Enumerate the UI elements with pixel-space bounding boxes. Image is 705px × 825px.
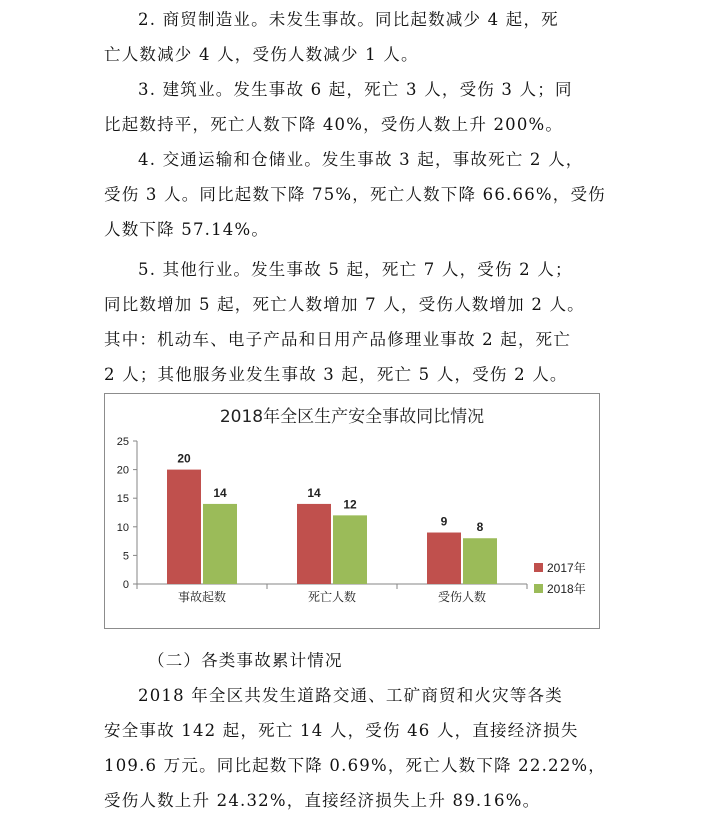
bar-series-1 xyxy=(427,533,461,584)
paragraph-cumulative-summary xyxy=(104,678,607,818)
bar-series-2 xyxy=(333,515,367,584)
text-line: 比起数持平，死亡人数下降 40%，受伤人数上升 200%。 xyxy=(104,115,564,134)
paragraph-transport-storage xyxy=(104,142,606,247)
text-line: 同比数增加 5 起，死亡人数增加 7 人，受伤人数增加 2 人。 xyxy=(104,295,585,314)
y-tick-label: 15 xyxy=(116,493,129,506)
legend-swatch xyxy=(534,563,543,572)
text-line: 安全事故 142 起，死亡 14 人，受伤 46 人，直接经济损失 xyxy=(104,721,579,740)
data-label: 9 xyxy=(440,514,448,529)
text-line: 人数下降 57.14%。 xyxy=(104,220,270,239)
y-tick-label: 5 xyxy=(122,550,129,563)
text-line: 2. 商贸制造业。未发生事故。同比起数减少 4 起，死 xyxy=(138,10,559,29)
text-line: 3. 建筑业。发生事故 6 起，死亡 3 人，受伤 3 人；同 xyxy=(138,80,573,99)
chart-title: 2018年全区生产安全事故同比情况 xyxy=(219,407,485,427)
text-line: 5. 其他行业。发生事故 5 起，死亡 7 人，受伤 2 人； xyxy=(138,260,573,279)
text-line: 受伤 3 人。同比起数下降 75%，死亡人数下降 66.66%，受伤 xyxy=(104,185,606,204)
bar-chart xyxy=(104,393,600,629)
y-tick-label: 0 xyxy=(122,579,129,591)
section-heading: （二）各类事故累计情况 xyxy=(148,651,343,670)
text-line: 亡人数减少 4 人，受伤人数减少 1 人。 xyxy=(104,45,419,64)
data-label: 14 xyxy=(307,485,321,500)
text-line: 其中：机动车、电子产品和日用产品修理业事故 2 起，死亡 xyxy=(104,330,572,349)
text-line: 2018 年全区共发生道路交通、工矿商贸和火灾等各类 xyxy=(138,686,563,705)
bar-series-1 xyxy=(297,504,331,584)
category-label: 受伤人数 xyxy=(437,590,487,604)
paragraph-other-industries xyxy=(104,252,600,392)
text-line: 2 人；其他服务业发生事故 3 起，死亡 5 人，受伤 2 人。 xyxy=(104,365,568,384)
y-tick-label: 20 xyxy=(116,464,129,477)
paragraph-commerce-manufacturing xyxy=(104,2,600,72)
text-line: 109.6 万元。同比起数下降 0.69%，死亡人数下降 22.22%， xyxy=(104,756,607,775)
chart-plot xyxy=(105,394,599,628)
category-label: 死亡人数 xyxy=(307,590,357,604)
category-label: 事故起数 xyxy=(177,590,227,604)
legend-label: 2017年 xyxy=(547,561,586,575)
legend-label: 2018年 xyxy=(547,582,586,596)
y-tick-label: 10 xyxy=(116,521,129,534)
data-label: 20 xyxy=(177,451,191,466)
paragraph-construction xyxy=(104,72,600,142)
legend-swatch xyxy=(534,584,543,593)
text-line: 受伤人数上升 24.32%，直接经济损失上升 89.16%。 xyxy=(104,791,541,810)
text-line: 4. 交通运输和仓储业。发生事故 3 起，事故死亡 2 人， xyxy=(138,150,584,169)
data-label: 14 xyxy=(213,485,227,500)
bar-series-2 xyxy=(203,504,237,584)
y-tick-label: 25 xyxy=(116,436,129,448)
bar-series-2 xyxy=(463,538,497,584)
data-label: 8 xyxy=(476,520,484,535)
data-label: 12 xyxy=(343,497,357,512)
bar-series-1 xyxy=(167,470,201,584)
